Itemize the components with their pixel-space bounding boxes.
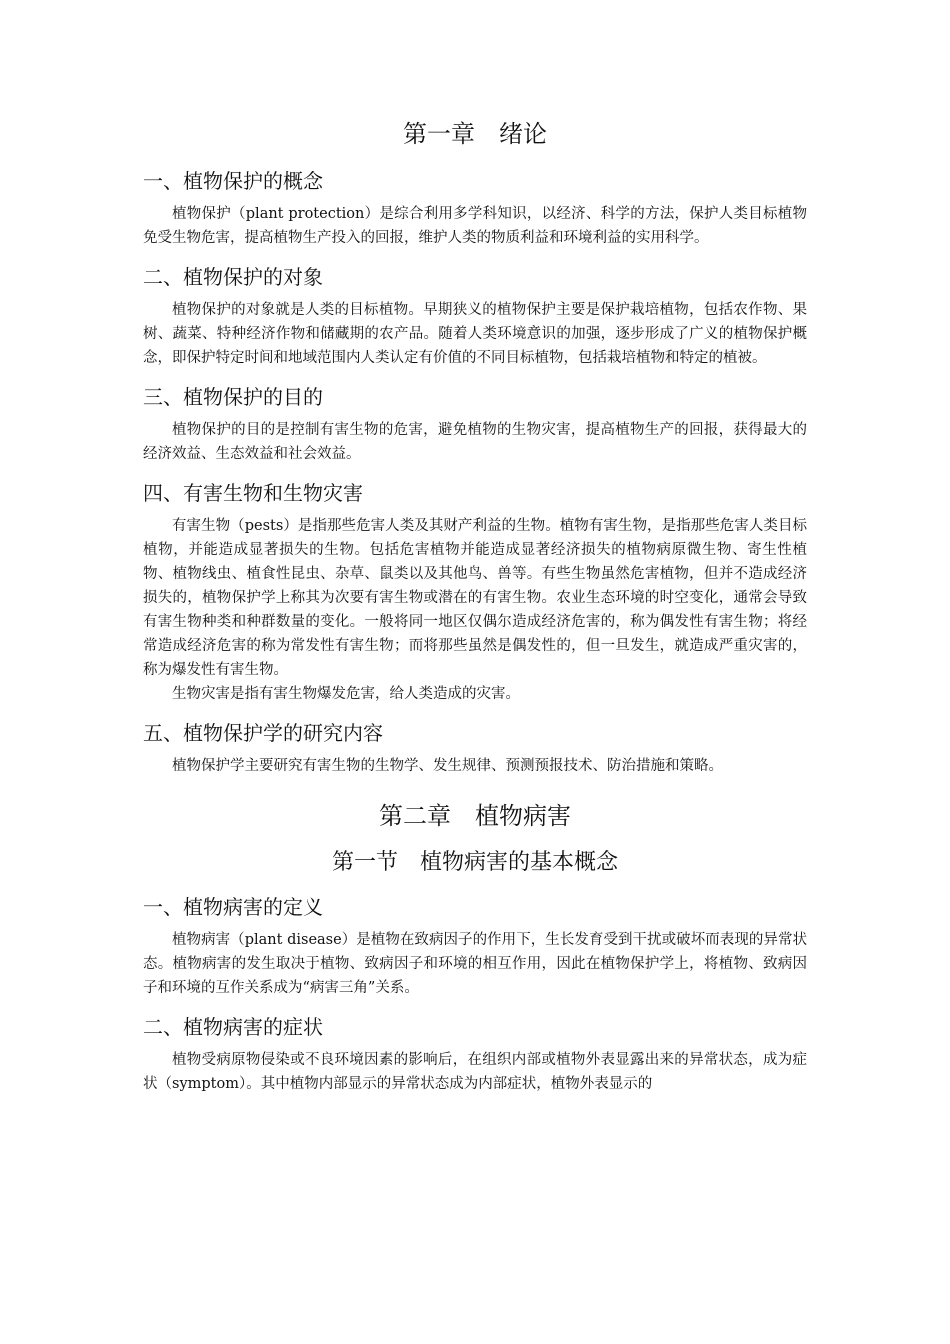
paragraph: 植物保护的对象就是人类的目标植物。早期狭义的植物保护主要是保护栽培植物，包括农作物、果树、蔬菜、特种经济作物和储藏期的农产品。随着人类环境意识的加强，逐步形成了广义的植物保护概念，即保护特定时间和地域范围内人类认定有价值的不同目标植物，包括栽培植物和特定的植被。: [143, 302, 807, 366]
chapter-1-section-4: [143, 478, 807, 706]
chapter-1-title: 第一章 绪论: [403, 120, 547, 148]
paragraph: 植物保护学主要研究有害生物的生物学、发生规律、预测预报技术、防治措施和策略。: [172, 758, 723, 774]
chapter-1-section-1: [143, 166, 807, 250]
paragraph: 植物保护（plant protection）是综合利用多学科知识，以经济、科学的方法，保护人类目标植物免受生物危害，提高植物生产投入的回报，维护人类的物质利益和环境利益的实用科学。: [143, 206, 807, 246]
paragraph: 植物病害（plant disease）是植物在致病因子的作用下，生长发育受到干扰或破坏而表现的异常状态。植物病害的发生取决于植物、致病因子和环境的相互作用，因此在植物保护学上，将植物、致病因子和环境的互作关系成为“病害三角”关系。: [143, 932, 807, 996]
chapter-2-section-title: 第一节 植物病害的基本概念: [331, 850, 618, 875]
paragraph: 植物受病原物侵染或不良环境因素的影响后，在组织内部或植物外表显露出来的异常状态，成为症状（symptom）。其中植物内部显示的异常状态成为内部症状，植物外表显示的: [143, 1052, 807, 1092]
section-heading: 五、植物保护学的研究内容: [143, 721, 383, 745]
section-heading: 二、植物保护的对象: [143, 265, 323, 289]
chapter-2-section-1: [143, 892, 807, 1000]
section-heading: 二、植物病害的症状: [143, 1015, 323, 1039]
paragraph: 植物保护的目的是控制有害生物的危害，避免植物的生物灾害，提高植物生产的回报，获得最大的经济效益、生态效益和社会效益。: [143, 422, 807, 462]
section-heading: 三、植物保护的目的: [143, 385, 323, 409]
chapter-spacer: [143, 778, 807, 796]
chapter-1-section-3: [143, 382, 807, 466]
paragraph: 生物灾害是指有害生物爆发危害，给人类造成的灾害。: [172, 686, 520, 702]
section-heading: 四、有害生物和生物灾害: [143, 481, 363, 505]
chapter-2-section-2: [143, 1012, 807, 1096]
paragraph: 有害生物（pests）是指那些危害人类及其财产利益的生物。植物有害生物，是指那些危害人类目标植物，并能造成显著损失的生物。包括危害植物并能造成显著经济损失的植物病原微生物、寄生性植物、植物线虫、植食性昆虫、杂草、鼠类以及其他鸟、兽等。有些生物虽然危害植物，但并不造成经济损失的，植物保护学上称其为次要有害生物或潜在的有害生物。农业生态环境的时空变化，通常会导致有害生物种类和种群数量的变化。一般将同一地区仅偶尔造成经济危害的，称为偶发性有害生物；将经常造成经济危害的称为常发性有害生物；而将那些虽然是偶发性的，但一旦发生，就造成严重灾害的，称为爆发性有害生物。: [143, 518, 807, 678]
document-content: [143, 114, 807, 1096]
chapter-1-section-2: [143, 262, 807, 370]
chapter-2-title: 第二章 植物病害: [379, 802, 571, 830]
section-heading: 一、植物病害的定义: [143, 895, 323, 919]
section-heading: 一、植物保护的概念: [143, 169, 323, 193]
chapter-1-section-5: [143, 718, 807, 778]
